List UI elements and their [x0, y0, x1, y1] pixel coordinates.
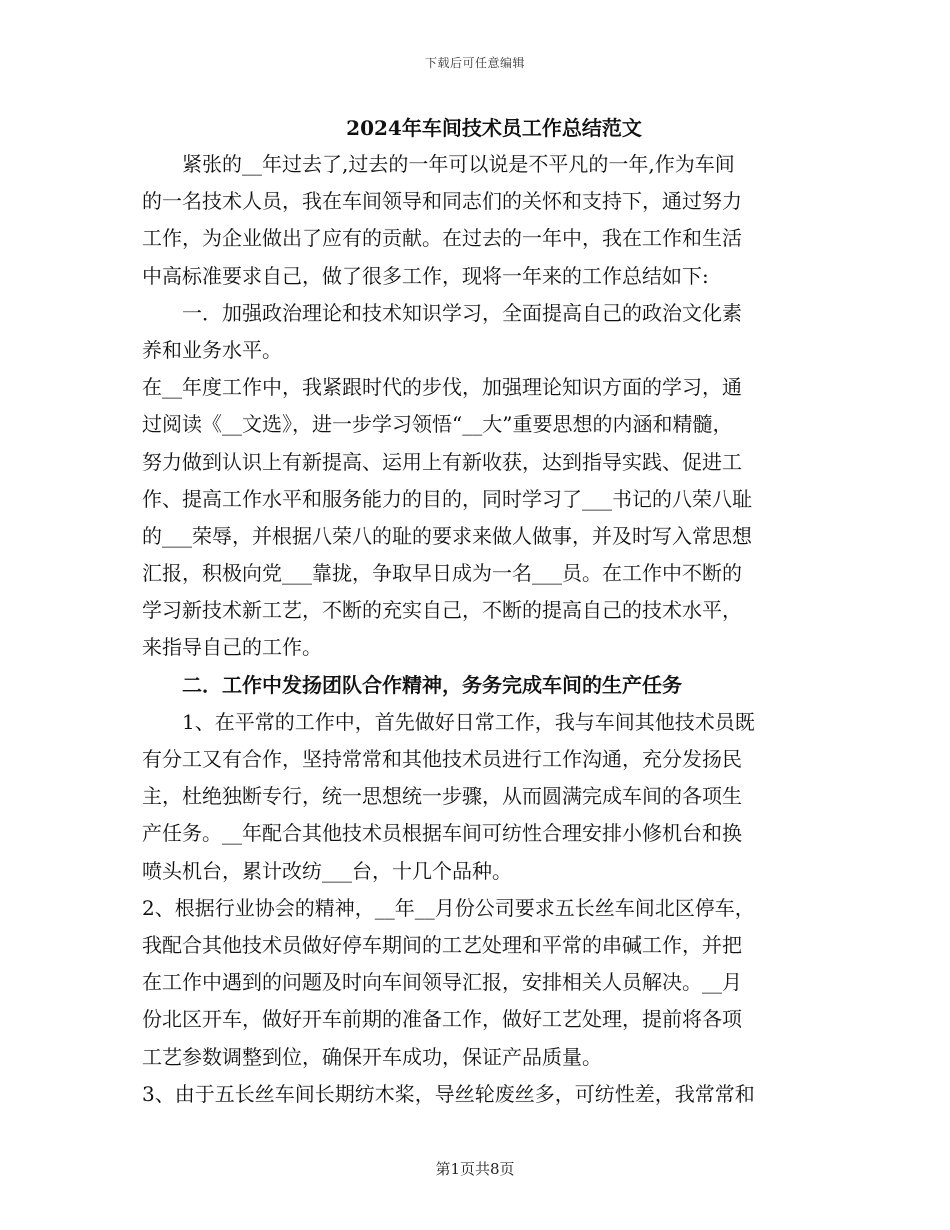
- paragraph-line: 汇报，积极向党___靠拢，争取早日成为一名___员。在工作中不断的: [142, 561, 742, 586]
- page-header-note: 下载后可任意编辑: [424, 56, 525, 70]
- paragraph-line: 在工作中遇到的问题及时向车间领导汇报，安排相关人员解决。__月: [142, 970, 742, 995]
- document-body: [142, 110, 810, 1113]
- paragraph-line: 产任务。__年配合其他技术员根据车间可纺性合理安排小修机台和换: [142, 821, 742, 846]
- paragraph-line: 的一名技术人员，我在车间领导和同志们的关怀和支持下，通过努力: [142, 189, 742, 214]
- paragraph-line: 努力做到认识上有新提高、运用上有新收获，达到指导实践、促进工: [142, 449, 742, 474]
- paragraph-line: 来指导自己的工作。: [142, 635, 322, 660]
- paragraph-line: 工作，为企业做出了应有的贡献。在过去的一年中，我在工作和生活: [142, 226, 742, 251]
- paragraph-line: 喷头机台，累计改纺___台，十几个品种。: [142, 858, 512, 883]
- paragraph-line: 1、在平常的工作中，首先做好日常工作，我与车间其他技术员既: [182, 709, 755, 734]
- paragraph-line: 2、根据行业协会的精神，__年__月份公司要求五长丝车间北区停车，: [142, 895, 755, 920]
- paragraph-line: 作、提高工作水平和服务能力的目的，同时学习了___书记的八荣八耻: [142, 486, 752, 511]
- paragraph-line: 有分工又有合作，坚持常常和其他技术员进行工作沟通，充分发扬民: [142, 747, 742, 771]
- paragraph-line: 中高标准要求自己，做了很多工作，现将一年来的工作总结如下:: [142, 263, 709, 288]
- paragraph-line: 紧张的__年过去了,过去的一年可以说是不平凡的一年,作为车间: [182, 152, 735, 176]
- paragraph-line: 学习新技术新工艺，不断的充实自己，不断的提高自己的技术水平，: [142, 598, 742, 623]
- paragraph-line: 工艺参数调整到位，确保开车成功，保证产品质量。: [142, 1044, 602, 1069]
- paragraph-line: 份北区开车，做好开车前期的准备工作，做好工艺处理，提前将各项: [142, 1007, 742, 1032]
- paragraph-line: 过阅读《__文选》，进一步学习领悟“__大”重要思想的内涵和精髓，: [142, 412, 733, 437]
- paragraph-line: 主，杜绝独断专行，统一思想统一步骤，从而圆满完成车间的各项生: [142, 784, 742, 809]
- section-heading-2: 二．工作中发扬团队合作精神，务务完成车间的生产任务: [182, 672, 682, 697]
- page-number: 第1页共8页: [435, 1160, 515, 1178]
- paragraph-line: 3、由于五长丝车间长期纺木桨，导丝轮废丝多，可纺性差，我常常和: [142, 1081, 755, 1106]
- section-heading-1: 一．加强政治理论和技术知识学习，全面提高自己的政治文化素: [182, 300, 742, 325]
- section-heading-1-cont: 养和业务水平。: [142, 337, 282, 362]
- paragraph-line: 在__年度工作中，我紧跟时代的步伐，加强理论知识方面的学习，通: [142, 375, 742, 400]
- document-title: 2024年车间技术员工作总结范文: [346, 116, 642, 140]
- paragraph-line: 我配合其他技术员做好停车期间的工艺处理和平常的串碱工作，并把: [142, 932, 742, 957]
- paragraph-line: 的___荣辱，并根据八荣八的耻的要求来做人做事，并及时写入常思想: [142, 523, 752, 548]
